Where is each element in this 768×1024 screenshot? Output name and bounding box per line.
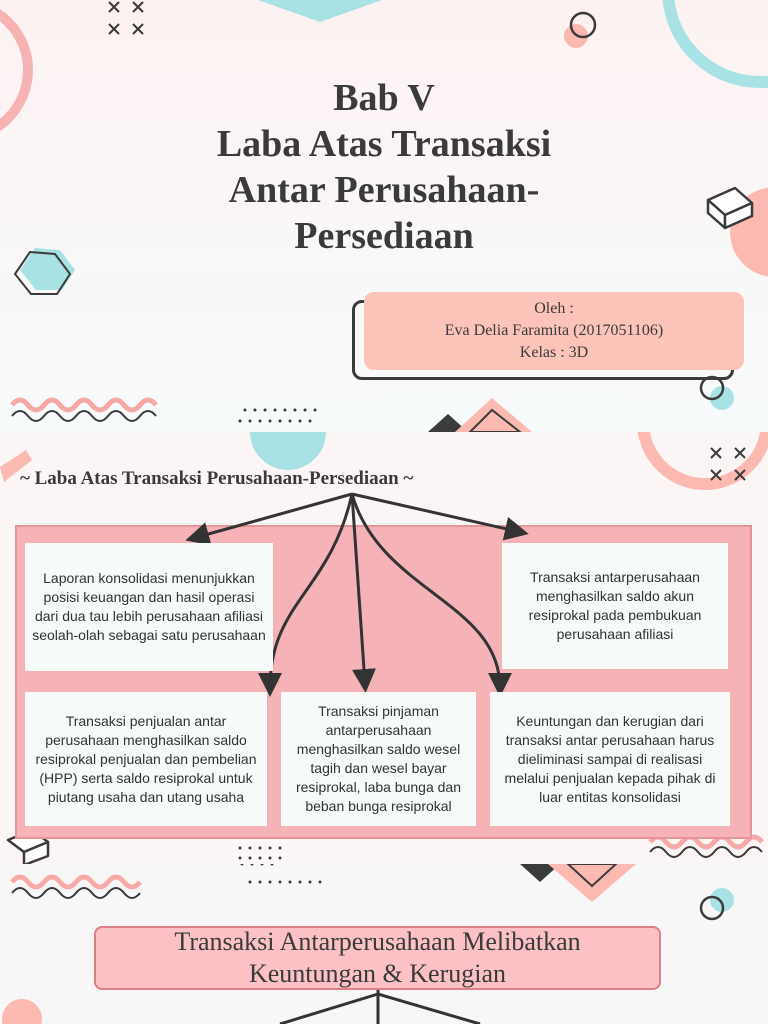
author-name: Eva Delia Faramita (2017051106) bbox=[444, 322, 664, 339]
dots-decoration bbox=[239, 409, 317, 423]
concept-box-1: Laporan konsolidasi menunjukkan posisi keuangan dan hasil operasi dari dua tau lebih perusahaan afiliasi seolah-olah sebagai satu perusahaan bbox=[25, 543, 273, 671]
author-box bbox=[364, 292, 744, 370]
zigzag-decoration bbox=[12, 400, 156, 410]
heading-line-2: Keuntungan & Kerugian bbox=[248, 959, 507, 988]
concept-box-5: Keuntungan dan kerugian dari transaksi antar perusahaan harus dieliminasi sampai di realisasi melalui penjualan kepada pihak di luar entitas konsolidasi bbox=[490, 692, 730, 826]
slide-title bbox=[120, 75, 648, 259]
author-class: Kelas : 3D bbox=[519, 344, 589, 361]
arrow-to-box-2 bbox=[352, 494, 520, 532]
pink-triangle-decoration bbox=[455, 398, 532, 432]
concept-box-3: Transaksi penjualan antar perusahaan menghasilkan saldo resiprokal penjualan dan pembelian (HPP) serta saldo resiprokal untuk piutang usaha dan utang usaha bbox=[25, 692, 267, 826]
title-line-2: Laba Atas Transaksi bbox=[216, 123, 552, 165]
pink-circle-decoration bbox=[2, 999, 42, 1024]
gains-losses-slide bbox=[0, 864, 768, 1024]
title-line-4: Persediaan bbox=[294, 215, 474, 257]
arrow-to-box-3 bbox=[270, 494, 352, 688]
title-line-1: Bab V bbox=[333, 77, 435, 119]
concept-box-2: Transaksi antarperusahaan menghasilkan saldo akun resiprokal pada pembukuan perusahaan afiliasi bbox=[502, 543, 728, 669]
zigzag-decoration bbox=[12, 877, 140, 887]
concept-slide bbox=[0, 432, 768, 864]
pink-ring-decoration bbox=[0, 2, 28, 138]
arrow-to-box-1 bbox=[194, 494, 352, 538]
slide-heading: ~ Laba Atas Transaksi Perusahaan-Persediaan ~ bbox=[20, 468, 414, 489]
concept-box-4: Transaksi pinjaman antarperusahaan menghasilkan saldo wesel tagih dan wesel bayar resiprokal, laba bunga dan beban bunga resiprokal bbox=[281, 692, 476, 826]
author-by-label: Oleh : bbox=[534, 300, 574, 317]
teal-ring-decoration bbox=[668, 0, 768, 82]
connector-lines bbox=[280, 988, 480, 1024]
pink-triangle-decoration bbox=[548, 864, 636, 902]
heading-line-1: Transaksi Antarperusahaan Melibatkan bbox=[174, 927, 581, 956]
teal-triangle-decoration bbox=[258, 0, 382, 22]
slide-heading bbox=[94, 926, 661, 990]
dots-decoration bbox=[241, 864, 322, 884]
title-line-3: Antar Perusahaan- bbox=[228, 169, 540, 211]
x-marks-decoration bbox=[109, 2, 143, 34]
title-slide bbox=[0, 0, 768, 432]
